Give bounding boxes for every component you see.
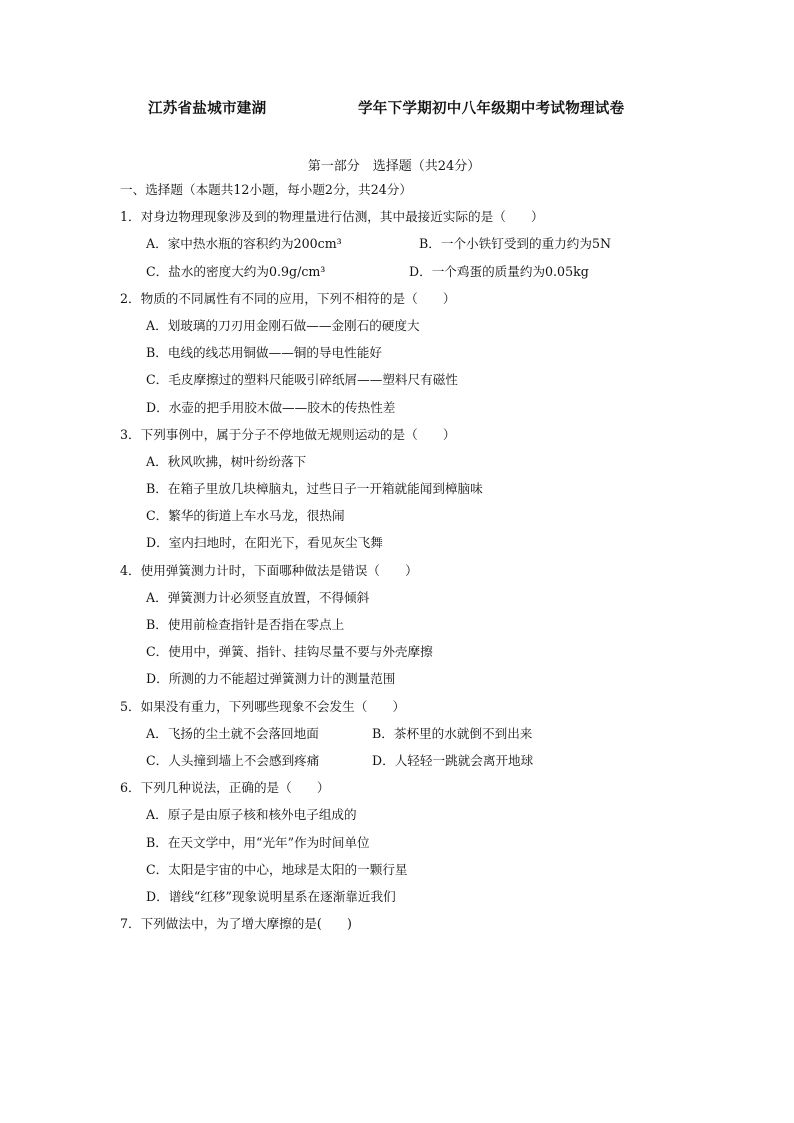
options-row-5c xyxy=(120,752,720,779)
option-4b: B．使用前检查指针是否指在零点上 xyxy=(146,617,345,632)
option-3c: C．繁华的街道上车水马龙，很热闹 xyxy=(146,508,345,524)
question-stem-2: 2．物质的不同属性有不同的应用，下列不相符的是（ ） xyxy=(120,290,456,306)
option-1a: A．家中热水瓶的容积约为200cm³ xyxy=(146,236,342,252)
option-2a: A．划玻璃的刀刃用金刚石做——金刚石的硬度大 xyxy=(146,317,420,333)
option-3b: B．在箱子里放几块樟脑丸，过些日子一开箱就能闻到樟脑味 xyxy=(146,481,483,497)
option-4d: D．所测的力不能超过弹簧测力计的测量范围 xyxy=(146,671,396,687)
options-row-1a xyxy=(120,235,720,262)
question-stem-6: 6．下列几种说法，正确的是（ ） xyxy=(120,780,330,796)
option-3a: A．秋风吹拂，树叶纷纷落下 xyxy=(146,453,307,469)
option-2c: C．毛皮摩擦过的塑料尺能吸引碎纸屑——塑料尺有磁性 xyxy=(146,372,458,388)
option-1d: D．一个鸡蛋的质量约为0.05kg xyxy=(409,263,589,279)
option-3d: D．室内扫地时，在阳光下，看见灰尘飞舞 xyxy=(146,535,383,551)
option-6c: C．太阳是宇宙的中心，地球是太阳的一颗行星 xyxy=(146,861,408,877)
question-stem-1: 1．对身边物理现象涉及到的物理量进行估测，其中最接近实际的是（ ） xyxy=(120,209,544,225)
options-row-5a xyxy=(120,725,720,752)
option-2d: D．水壶的把手用胶木做——胶木的传热性差 xyxy=(146,399,396,415)
option-5a: A．飞扬的尘土就不会落回地面 xyxy=(146,725,319,741)
part-heading: 第一部分 选择题（共24分） xyxy=(307,159,481,174)
option-4c: C．使用中，弹簧、指针、挂钩尽量不要与外壳摩擦 xyxy=(146,644,433,660)
options-row-1c xyxy=(120,263,720,290)
section-heading: 一、选择题（本题共12小题，每小题2分，共24分） xyxy=(120,182,412,197)
question-stem-7: 7．下列做法中，为了增大摩擦的是( ) xyxy=(120,916,352,932)
option-5b: B．茶杯里的水就倒不到出来 xyxy=(372,725,533,741)
option-1c: C．盐水的密度大约为0.9g/cm³ xyxy=(146,263,326,279)
option-2b: B．电线的线芯用铜做——铜的导电性能好 xyxy=(146,345,382,361)
option-5c: C．人头撞到墙上不会感到疼痛 xyxy=(146,752,320,768)
question-stem-5: 5．如果没有重力，下列哪些现象不会发生（ ） xyxy=(120,698,406,714)
option-4a: A．弹簧测力计必须竖直放置，不得倾斜 xyxy=(146,589,370,605)
exam-title xyxy=(0,97,794,117)
title-right: 学年下学期初中八年级期中考试物理试卷 xyxy=(358,100,625,117)
option-1b: B．一个小铁钉受到的重力约为5N xyxy=(419,236,612,252)
question-stem-3: 3．下列事例中，属于分子不停地做无规则运动的是（ ） xyxy=(120,426,456,442)
question-list xyxy=(120,181,720,942)
option-6b: B．在天文学中，用“光年”作为时间单位 xyxy=(146,834,370,850)
option-6d: D．谱线“红移”现象说明星系在逐渐靠近我们 xyxy=(146,888,396,904)
option-6a: A．原子是由原子核和核外电子组成的 xyxy=(146,807,357,823)
question-stem-4: 4．使用弹簧测力计时，下面哪种做法是错误（ ） xyxy=(120,562,418,578)
title-left: 江苏省盐城市建湖 xyxy=(148,100,267,117)
option-5d: D．人轻轻一跳就会离开地球 xyxy=(372,752,534,768)
